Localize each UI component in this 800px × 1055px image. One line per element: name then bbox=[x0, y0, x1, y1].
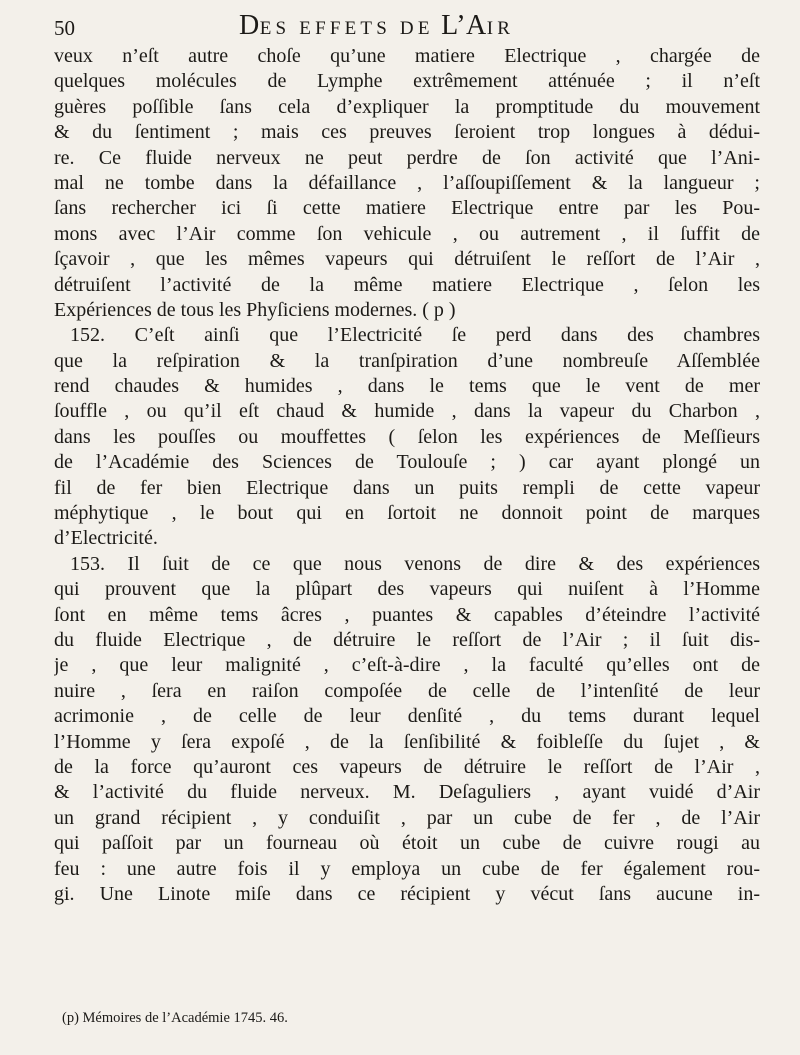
text-line: détruiſent l’activité de la même matiere Electrique , ſelon les bbox=[54, 273, 760, 296]
text-line: du fluide Electrique , de détruire le reſſort de l’Air ; il ſuit dis- bbox=[54, 628, 760, 651]
text-line: acrimonie , de celle de leur denſité , du tems durant lequel bbox=[54, 705, 760, 728]
paragraph-152-start: 152. C’eſt ainſi que l’Electricité ſe perd dans des chambres bbox=[70, 324, 760, 347]
running-title bbox=[239, 10, 514, 42]
text-line: de l’Académie des Sciences de Toulouſe ; ) car ayant plongé un bbox=[54, 451, 760, 474]
text-line: rend chaudes & humides , dans le tems que le vent de mer bbox=[54, 375, 760, 398]
text-line: veux n’eſt autre choſe qu’une matiere Electrique , chargée de bbox=[54, 45, 760, 67]
text-line: qui prouvent que la plûpart des vapeurs qui nuiſent à l’Homme bbox=[54, 578, 760, 601]
running-title-smallcaps-2: IR bbox=[486, 18, 515, 39]
text-line: que la reſpiration & la tranſpiration d’une nombreuſe Aſſemblée bbox=[54, 349, 760, 372]
text-line: ſans rechercher ici ſi cette matiere Electrique entre par les Pou- bbox=[54, 197, 760, 220]
text-line: d’Electricité. bbox=[54, 527, 158, 550]
text-line: mons avec l’Air comme ſon vehicule , ou autrement , il ſuffit de bbox=[54, 222, 760, 245]
book-page bbox=[54, 0, 760, 1055]
text-line: ſont en même tems âcres , puantes & capables d’éteindre l’activité bbox=[54, 603, 760, 626]
text-line: de la force qu’auront ces vapeurs de détruire le reſſort de l’Air , bbox=[54, 755, 760, 778]
text-line: un grand récipient , y conduiſit , par un cube de fer , de l’Air bbox=[54, 806, 760, 829]
text-line: quelques molécules de Lymphe extrêmement atténuée ; il n’eſt bbox=[54, 70, 760, 93]
text-line: re. Ce fluide nerveux ne peut perdre de ſon activité que l’Ani- bbox=[54, 146, 760, 169]
body-text bbox=[54, 44, 760, 907]
text-line: dans les pouſſes ou mouffettes ( ſelon les expériences de Meſſieurs bbox=[54, 425, 760, 448]
text-line: l’Homme y ſera expoſé , de la ſenſibilité & foibleſſe du ſujet , & bbox=[54, 730, 760, 753]
text-line: & du ſentiment ; mais ces preuves ſeroient trop longues à dédui- bbox=[54, 121, 760, 144]
running-title-smallcaps-1: ES EFFETS DE bbox=[259, 18, 434, 39]
page-number: 50 bbox=[54, 16, 75, 40]
text-line: Expériences de tous les Phyſiciens modernes. ( p ) bbox=[54, 298, 456, 321]
text-line: gi. Une Linote miſe dans ce récipient y vécut ſans aucune in- bbox=[54, 882, 760, 905]
text-line: feu : une autre fois il y employa un cube de fer également rou- bbox=[54, 857, 760, 880]
text-line: guères poſſible ſans cela d’expliquer la promptitude du mouvement bbox=[54, 95, 760, 118]
text-line: qui paſſoit par un fourneau où étoit un cube de cuivre rougi au bbox=[54, 832, 760, 855]
footnote: (p) Mémoires de l’Académie 1745. 46. bbox=[62, 1010, 288, 1026]
running-title-cap-1: D bbox=[239, 10, 260, 41]
text-line: nuire , ſera en raiſon compoſée de celle de l’intenſité de leur bbox=[54, 679, 760, 702]
running-title-cap-2: L’A bbox=[441, 10, 487, 41]
text-line: je , que leur malignité , c’eſt-à-dire , la faculté qu’elles ont de bbox=[54, 654, 760, 677]
text-line: méphytique , le bout qui en ſortoit ne donnoit point de marques bbox=[54, 502, 760, 525]
running-head bbox=[54, 10, 760, 44]
text-line: ſçavoir , que les mêmes vapeurs qui détruiſent le reſſort de l’Air , bbox=[54, 248, 760, 271]
text-line: ſouffle , ou qu’il eſt chaud & humide , dans la vapeur du Charbon , bbox=[54, 400, 760, 423]
text-line: mal ne tombe dans la défaillance , l’aſſoupiſſement & la langueur ; bbox=[54, 171, 760, 194]
paragraph-153-start: 153. Il ſuit de ce que nous venons de dire & des expériences bbox=[70, 552, 760, 575]
text-line: & l’activité du fluide nerveux. M. Deſaguliers , ayant vuidé d’Air bbox=[54, 781, 760, 804]
text-line: fil de fer bien Electrique dans un puits rempli de cette vapeur bbox=[54, 476, 760, 499]
